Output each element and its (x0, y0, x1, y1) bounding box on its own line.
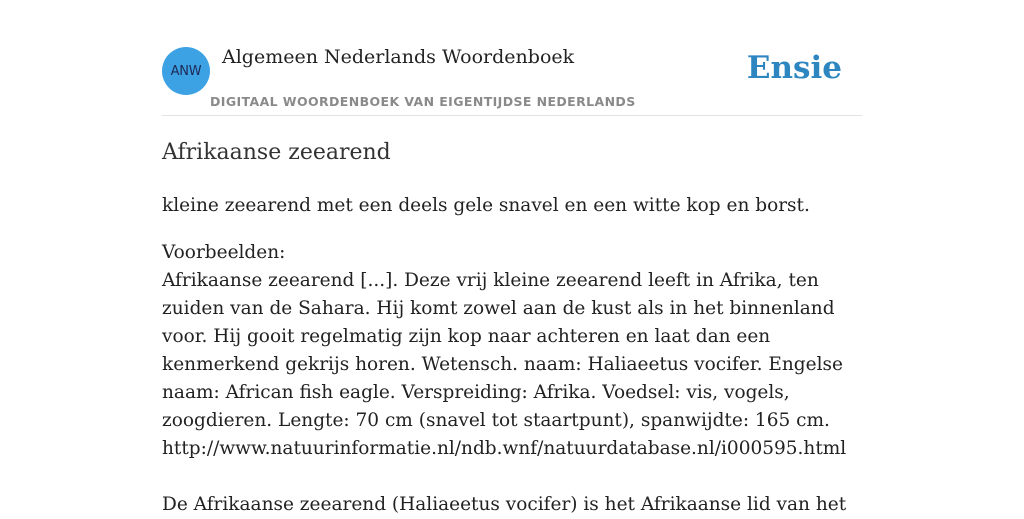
anw-logo[interactable] (162, 47, 210, 95)
site-title[interactable]: Algemeen Nederlands Woordenboek (222, 46, 575, 68)
header-divider (162, 115, 862, 116)
ensie-brand-link[interactable]: Ensie (746, 50, 842, 86)
example-text-2: De Afrikaanse zeearend (Haliaeetus vocifer) is het Afrikaanse lid van het (162, 494, 847, 515)
paragraph-gap (162, 463, 862, 491)
headword: Afrikaanse zeearend (162, 140, 391, 165)
example-text: Afrikaanse zeearend [...]. Deze vrij kleine zeearend leeft in Afrika, ten zuiden van de Sahara. Hij komt zowel aan de kust als in het binnenland voor. Hij gooit regelmatig zijn kop naar achteren en laat dan een kenmerkend gekrijs horen. Wetensch. naam: Haliaeetus vocifer. Engelse naam: African fish eagle. Verspreiding: Afrika. Voedsel: vis, vogels, zoogdieren. Lengte: 70 cm (snavel tot staartpunt), spanwijdte: 165 cm. (162, 270, 843, 431)
definition: kleine zeearend met een deels gele snavel en een witte kop en borst. (162, 195, 810, 216)
examples-label: Voorbeelden: (162, 242, 286, 263)
examples-section (162, 239, 862, 519)
site-subtitle: DIGITAAL WOORDENBOEK VAN EIGENTIJDSE NEDERLANDS (210, 94, 636, 109)
logo-text: ANW (170, 63, 202, 79)
example-source: http://www.natuurinformatie.nl/ndb.wnf/natuurdatabase.nl/i000595.html (162, 438, 847, 459)
